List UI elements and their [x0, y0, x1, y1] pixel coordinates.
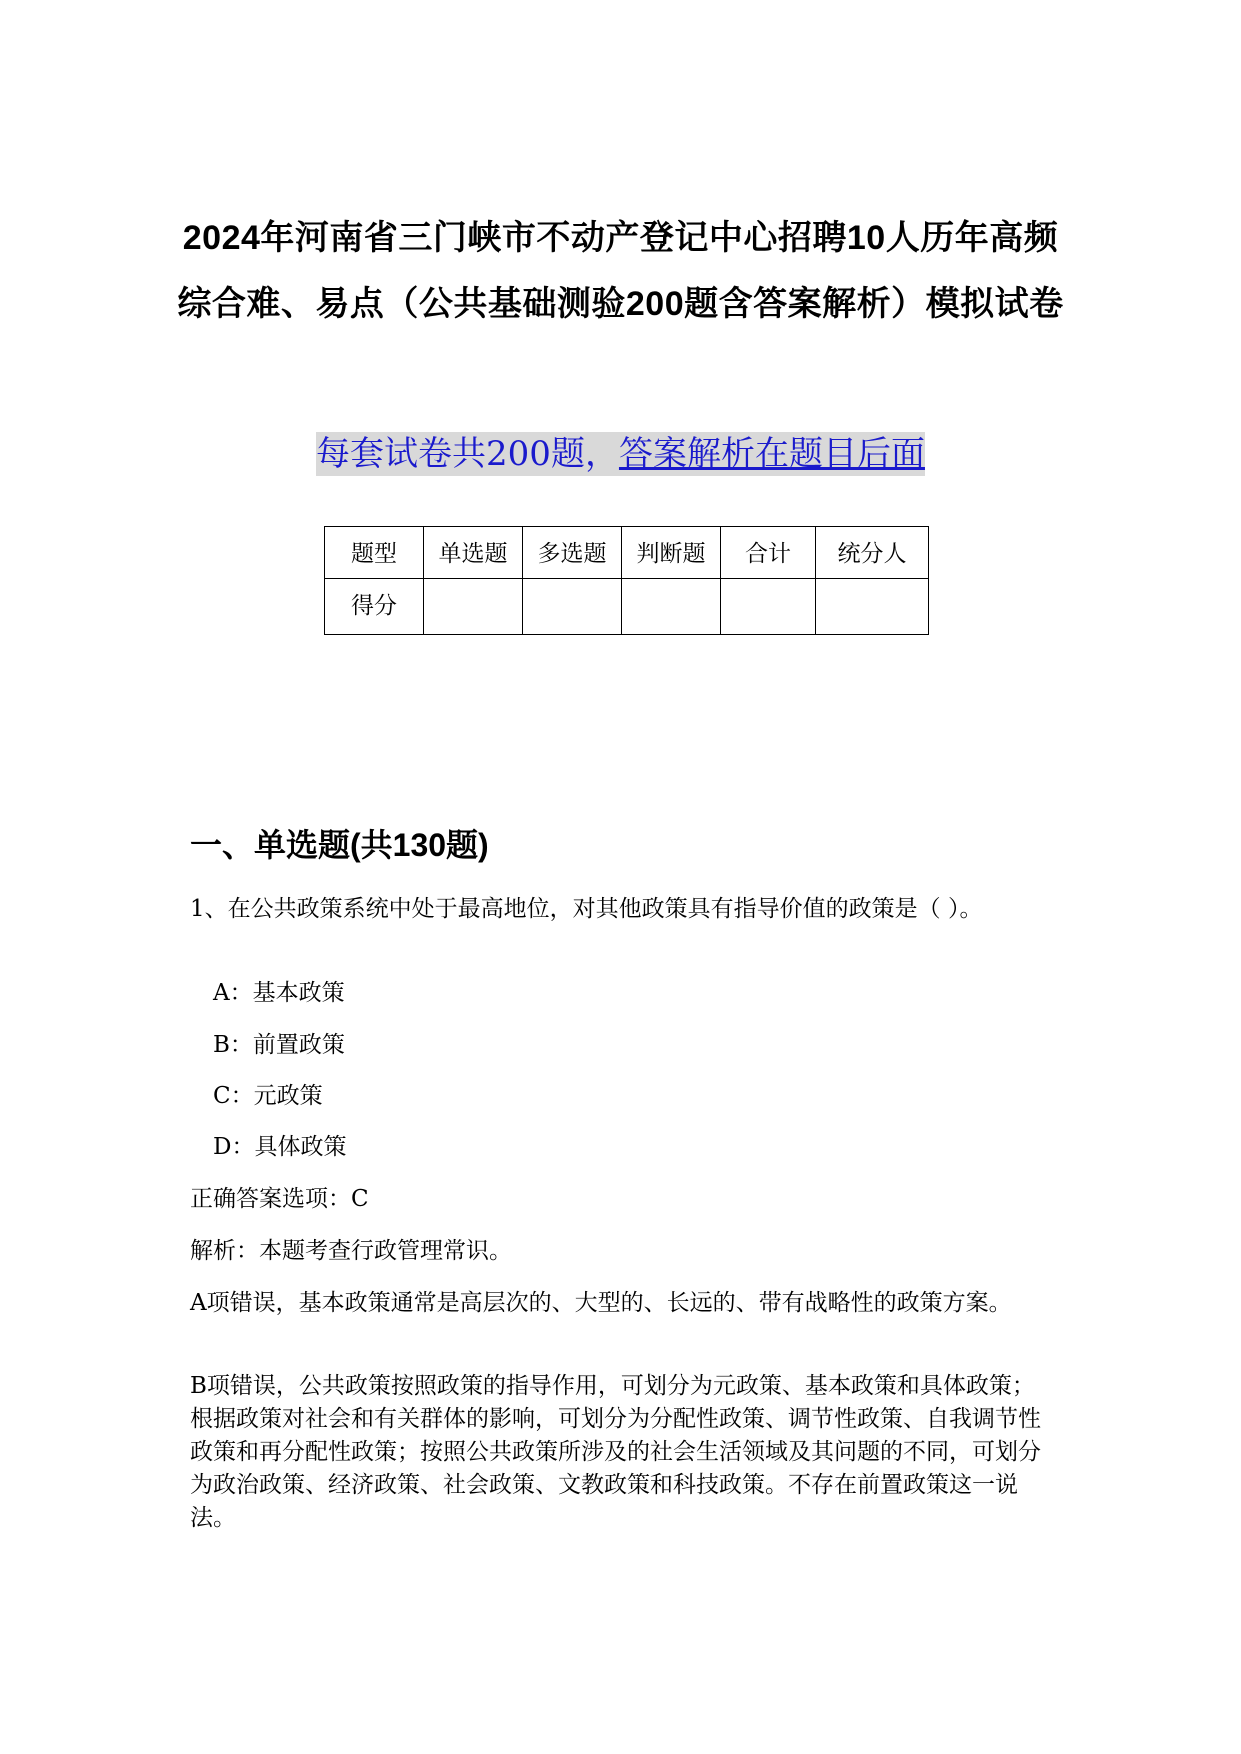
section-title: 一、单选题(共130题): [190, 827, 489, 863]
option-c: C：元政策: [213, 1083, 323, 1109]
header-cell-scorer: 统分人: [816, 527, 929, 579]
option-b: B：前置政策: [213, 1032, 345, 1058]
document-title: [140, 205, 1101, 337]
explanation-b: B项错误，公共政策按照政策的指导作用，可划分为元政策、基本政策和具体政策；根据政策对社会和有关群体的影响，可划分为分配性政策、调节性政策、自我调节性政策和再分配性政策；按照公共政策所涉及的社会生活领域及其问题的不同，可划分为政治政策、经济政策、社会政策、文教政策和科技政策。不存在前置政策这一说法。: [190, 1373, 1041, 1531]
header-cell-type: 题型: [325, 527, 424, 579]
score-cell-multi: [523, 579, 622, 635]
score-cell-total: [721, 579, 816, 635]
header-cell-multi: 多选题: [523, 527, 622, 579]
title-line-1: 2024年河南省三门峡市不动产登记中心招聘10人历年高频: [182, 219, 1059, 257]
score-cell-scorer: [816, 579, 929, 635]
banner-part-1: 每套试卷共200题，: [316, 434, 619, 474]
explanation-intro: 解析：本题考查行政管理常识。: [190, 1238, 512, 1264]
score-table-score-row: [325, 579, 929, 635]
correct-answer: 正确答案选项：C: [190, 1186, 369, 1212]
header-cell-total: 合计: [721, 527, 816, 579]
header-cell-single: 单选题: [424, 527, 523, 579]
score-cell-judge: [622, 579, 721, 635]
score-cell-label: 得分: [325, 579, 424, 635]
title-line-2: 综合难、易点（公共基础测验200题含答案解析）模拟试卷: [177, 285, 1064, 323]
score-table-header-row: [325, 527, 929, 579]
score-cell-single: [424, 579, 523, 635]
option-d: D：具体政策: [213, 1134, 347, 1160]
score-table: [324, 526, 929, 635]
question-text: 1、在公共政策系统中处于最高地位，对其他政策具有指导价值的政策是（ ）。: [190, 896, 983, 922]
option-a: A：基本政策: [213, 980, 345, 1006]
exam-banner: [0, 430, 1241, 478]
banner-link[interactable]: 答案解析在题目后面: [618, 434, 925, 474]
banner-text: [316, 432, 925, 476]
explanation-a: A项错误，基本政策通常是高层次的、大型的、长远的、带有战略性的政策方案。: [190, 1290, 1012, 1316]
header-cell-judge: 判断题: [622, 527, 721, 579]
